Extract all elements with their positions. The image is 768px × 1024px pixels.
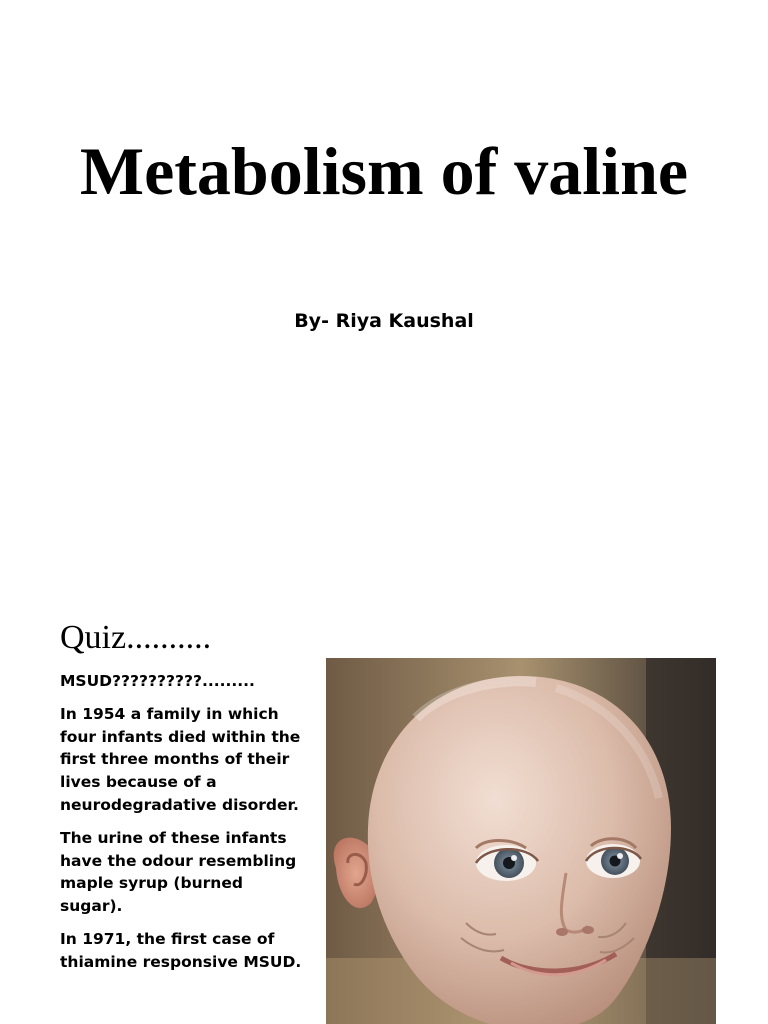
slide-title: Metabolism of valine	[79, 133, 689, 209]
child-face-photo	[326, 658, 716, 1024]
quiz-slide	[0, 600, 768, 1024]
slide-subtitle: By- Riya Kaushal	[294, 310, 474, 332]
quiz-body	[60, 670, 310, 984]
child-face-illustration	[326, 658, 716, 1024]
paragraph-1954: In 1954 a family in which four infants died within the first three months of their lives because of a neurodegradative disorder.	[60, 704, 301, 814]
quiz-heading: Quiz..........	[60, 619, 212, 656]
paragraph-urine-odour: The urine of these infants have the odour resembling maple syrup (burned sugar).	[60, 828, 297, 916]
msud-question: MSUD??????????.........	[60, 672, 255, 690]
paragraph-1971: In 1971, the first case of thiamine responsive MSUD.	[60, 929, 302, 971]
